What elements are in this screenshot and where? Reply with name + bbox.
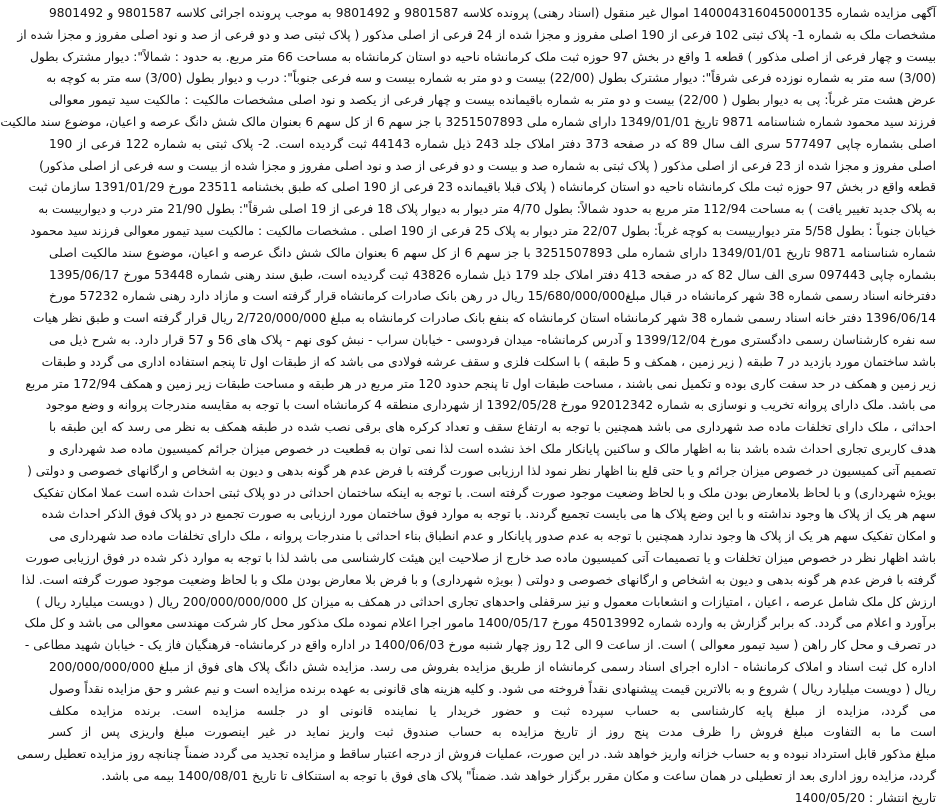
notice-line-4: (3/00) سه متر به شماره نوزده فرعی شرقاً": دیوار مشترک بطول (22/00) بیست و دو متر به شماره بیست و سه فرعی جنوباً": درب و دیوار بطول (3/00) سه متر به کوچه به: [46, 71, 936, 86]
notice-line-10: به پلاک جدید تغییر یافت ) به مساحت 112/94 متر مربع به حدود شمالاً: بطول 4/70 متر دیوار به دیوار پلاک 18 فرعی از 19 اصلی شرقاً": بطول 21/90 متر درب و دیواربیست به: [38, 202, 936, 217]
notice-line-31: اداره کل ثبت اسناد و املاک کرمانشاه - اداره اجرای اسناد رسمی کرمانشاه از طریق مزایده بفروش می رسد. مزایده شش دانگ پلاک های فوق از مبلغ 200/000/000/000: [49, 659, 936, 674]
notice-line-28: ارزش کل ملک شامل عرصه ، اعیان ، امتیازات و انشعابات معمول و نیز سرقفلی واحدهای تجاری احداثی در همکف به میزان کل 200/000/000/000 ریال ( دویست میلیارد ریال ): [35, 594, 936, 609]
notice-line-18: زیر زمین و همکف در حد سفت کاری بوده و تکمیل نمی باشند ، مساحت طبقات اول تا پنجم حدود 120 متر مربع در هر طبقه و مساحت طبقات زیر زمین و همکف 172/94 متر مربع: [25, 376, 936, 391]
notice-line-25: و امکان تفکیک سهم هر یک از پلاک ها وجود ندارد همچنین با توجه به عدم صدور پایانکار و عدم انطباق بناء احداثی با مندرجات پروانه ، ملک دارای تخلفات ماده صد شهرداری می: [49, 529, 936, 544]
notice-line-2: مشخصات ملک به شماره 1- پلاک ثبتی 102 فرعی از 190 اصلی مفروز و مجزا شده از 24 فرعی از اصلی مذکور ( پلاک ثبتی صد و دو فرعی از صد و نود اصلی مفروز و مجزا شده از: [17, 27, 936, 42]
notice-line-20: احداثی ، ملک دارای تخلفات ماده صد شهرداری می باشد همچنین با توجه به ارتفاع سقف و تعداد کرکره های برقی نصب شده در طبقه همکف به نظر می رسد که این طبقه با: [49, 420, 936, 435]
notice-line-21: هدف کاربری تجاری احداث شده باشد بنا به اظهار مالک و ساکنین پایانکار ملک اخذ نشده است لذا نمی توان به قطعیت در خصوص میزان جرائم کمیسیون ماده صد شهرداری و: [49, 441, 936, 456]
notice-line-24: سهم هر یک از پلاک ها وجود نداشته و با این وضع پلاک ها می بایست تجمیع گردند. با توجه به موارد فوق ساختمان مورد ارزیابی به صورت تجمیع در دو پلاک فوق الذکر احداث شده: [41, 507, 936, 522]
notice-line-27: گرفته با فرض عدم هر گونه بدهی و دیون به اشخاص و ارگانهای خصوصی و دولتی ( بویژه شهرداری) و با فرض بلا معارض بودن ملک و با لحاظ وضعیت موجود صورت گرفته است. لذا: [21, 572, 936, 587]
notice-line-6: فرزند سید محمود شماره شناسنامه 9871 تاریخ 1349/01/01 دارای شماره ملی 3251507893 با جز سهم 6 از کل سهم 6 بعنوان مالک شش دانگ عرصه و اعیان، موضوع سند مالکیت: [0, 114, 936, 129]
notice-line-14: دفترخانه اسناد رسمی شماره 38 شهر کرمانشاه در قبال مبلغ15/680/000/000 ریال در رهن بانک صادرات کرمانشاه قرار گرفته است و مازاد دارد رهنی شماره 57232 مورخ: [49, 289, 936, 304]
notice-line-3: بیست و چهار فرعی از اصلی مذکور ) قطعه 1 واقع در بخش 97 حوزه ثبت ملک کرمانشاه ناحیه دو استان کرمانشاه به مساحت 66 متر مربع. به حدود : شمالاً": دیوار مشترک بطول: [30, 49, 936, 64]
notice-line-34: است ما به التفاوت مبلغ فروش را ظرف مدت پنج روز از تاریخ مزایده به حساب صندوق ثبت واریز نماید در غیر اینصورت مبلغ واریزی پس از کسر: [49, 725, 936, 740]
notice-line-29: برآورد و اعلام می گردد. که برابر گزارش به وارده شماره 45013992 مورخ 1400/05/17 مامور اجرا اعلام نموده ملک مذکور محل کار شرکت مهندسی معوالی می باشد و کل ملک: [24, 616, 936, 631]
notice-line-5: عرض هشت متر غرباً: پی به دیوار بطول ( 22/00) بیست و دو متر به شماره باقیمانده بیست و چهار فرعی از یکصد و نود اصلی مشخصات مالکیت : مالکیت سید تیمور معوالی: [49, 93, 937, 108]
notice-line-15: 1396/06/14 دفتر خانه اسناد رسمی شماره 38 شهر کرمانشاه استان کرمانشاه که بنفع بانک صادرات کرمانشاه به مبلغ 2/720/000/000 ریال قرار گرفته است و طبق نظر هیات: [32, 311, 936, 326]
notice-line-19: می باشد. ملک دارای پروانه تخریب و نوسازی به شماره 92012342 مورخ 1392/05/28 از شهرداری منطقه 4 کرمانشاه است با توجه به مقایسه مندرجات پروانه و وضع موجود: [45, 398, 936, 413]
notice-line-23: بویژه شهرداری) و با لحاظ بلامعارض بودن ملک و با لحاظ وضعیت موجود صورت گرفته است. با توجه به اینکه ساختمان احداثی در دو پلاک ثبتی احداث شده است عملا امکان تفکیک: [33, 485, 936, 500]
notice-line-9: قطعه واقع در بخش 97 حوزه ثبت ملک کرمانشاه ناحیه دو استان کرمانشاه ( پلاک قبلا باقیمانده 23 فرعی از 190 اصلی که طبق بخشنامه 23511 مورخ 1391/01/29 سازمان ثبت: [28, 180, 936, 195]
notice-line-11: خیابان جنوباً : بطول 5/58 متر دیواربیست به کوچه غرباً: بطول 22/07 متر دیوار به پلاک 25 فرعی از 190 اصلی . مشخصات مالکیت : مالکیت سید تیمور معوالی فرزند سید محمود: [30, 223, 936, 238]
notice-line-36: گردد، مزایده روز اداری بعد از تعطیلی در همان ساعت و مکان مقرر برگزار خواهد شد. ضمناً" پلاک های فوق با توجه به استنکاف تا تاریخ 1400/08/01 بیمه می باشد.: [101, 768, 936, 783]
publication-date: تاریخ انتشار : 1400/05/20: [794, 790, 936, 805]
notice-line-26: باشد اظهار نظر در خصوص میزان تخلفات و یا تصمیمات آتی کمیسیون ماده صد خارج از صلاحیت این هیئت کارشناسی می باشد لذا با توجه به موارد ذکر شده در فوق ارزیابی صورت: [25, 550, 936, 565]
notice-line-33: می گردد، مزایده از مبلغ پایه کارشناسی به حساب سپرده ثبت و حضور خریدار یا نماینده قانونی او در جلسه مزایده است. برنده مزایده مکلف: [49, 703, 936, 718]
notice-line-17: باشد ساختمان مورد بازدید در 7 طبقه ( زیر زمین ، همکف و 5 طبقه ) با اسکلت فلزی و سقف عرشه فولادی می باشد که از طبقات اول تا پنجم استفاده اداری می گردد و طبقات: [41, 354, 936, 369]
notice-line-13: بشماره چاپی 097443 سری الف سال 82 که در صفحه 413 دفتر املاک جلد 179 ذیل شماره 43826 ثبت گردیده است، طبق سند رهنی شماره 53448 مورخ 1395/06/17: [49, 267, 937, 282]
notice-line-8: اصلی مفروز و مجزا شده از 23 فرعی از اصلی مذکور ( پلاک ثبتی به شماره صد و بیست و دو فرعی از صد و نود اصلی مفروز و مجزا شده از بیست و سه فرعی از اصلی مذکور): [39, 158, 936, 173]
notice-line-32: ریال ( دویست میلیارد ریال ) شروع و به بالاترین قیمت پیشنهادی نقداً فروخته می شود. و کلیه هزینه های قانونی به عهده برنده مزایده است و نیم عشر و حق مزایده نقداً وصول: [49, 681, 936, 696]
notice-line-16: سه نفره کارشناسان رسمی دادگستری مورخ 1399/12/04 و آدرس کرمانشاه- میدان فردوسی - خیابان سراب - نبش کوی نهم - پلاک های 56 و 57 قرار دارد. به شرح ذیل می: [49, 332, 936, 347]
notice-line-12: شماره شناسنامه 9871 تاریخ 1349/01/01 دارای شماره ملی 3251507893 با جز سهم 6 از کل سهم 6 بعنوان مالک شش دانگ عرصه و اعیان، موضوع سند مالکیت اصلی: [49, 245, 936, 260]
notice-line-1: آگهی مزایده شماره 1400043160450001​35 اموال غیر منقول (اسناد رهنی) پرونده کلاسه 9801587 و 9801492 به موجب پرونده اجرائی کلاسه 9801587 و 9801492: [49, 6, 936, 20]
notice-line-30: در تصرف و محل کار راهن ( سید تیمور معوالی ) است. از ساعت 9 الی 12 روز چهار شنبه مورخ 1400/06/03 در اداره واقع در کرمانشاه- فرهنگیان فاز یک - خیابان شهید مطاعی -: [24, 638, 936, 653]
notice-line-7: اصلی بشماره چاپی 577497 سری الف سال 89 که در صفحه 373 دفتر املاک جلد 243 ذیل شماره 44143 ثبت گردیده است. 2- پلاک ثبتی به شماره 122 فرعی از 190: [49, 136, 936, 151]
notice-line-22: تصمیم آتی کمیسیون در خصوص میزان جرائم و یا حتی قلع بنا اظهار نظر نمود لذا ارزیابی صورت گرفته با فرض عدم هر گونه بدهی و دیون به اشخاص و ارگانهای خصوصی و دولتی (: [27, 463, 936, 478]
notice-line-35: مبلغ مذکور قابل استرداد نبوده و به حساب خزانه واریز خواهد شد. در این صورت، عملیات فروش از درجه اعتبار ساقط و مزایده تجدید می گردد ضمناً چنانچه روز مزایده تعطیل رسمی: [16, 747, 936, 762]
